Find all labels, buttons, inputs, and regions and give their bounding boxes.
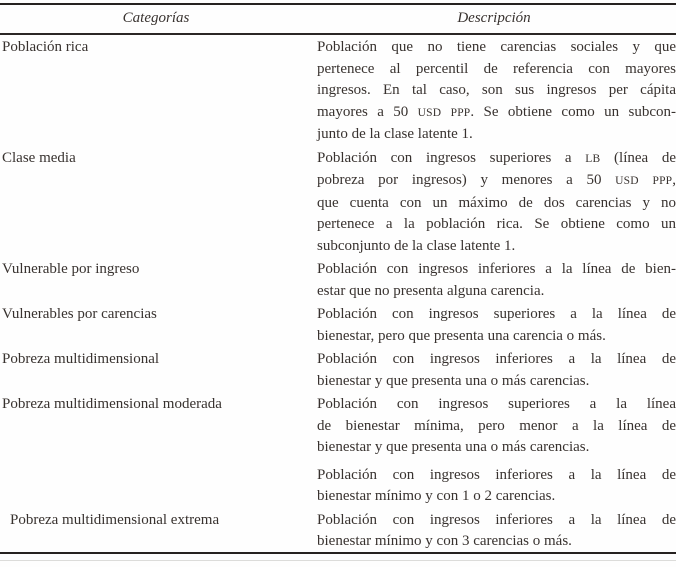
category-cell: Población rica	[2, 39, 89, 55]
table-bottom-rule	[0, 552, 676, 554]
table-top-rule	[0, 3, 676, 5]
description-line: Población con ingresos superiores a LB (línea de	[317, 149, 676, 166]
category-cell: Vulnerables por carencias	[2, 306, 157, 322]
description-line: bienestar y que presenta una o más carencias.	[317, 439, 590, 455]
description-line: mayores a 50 USD PPP. Se obtiene como un subcon-	[317, 103, 676, 120]
table-row	[0, 349, 676, 392]
table-row	[0, 259, 676, 302]
small-caps-acronym: USD	[615, 175, 639, 187]
description-line: Población con ingresos inferiores a la línea de	[317, 466, 676, 483]
table-row	[0, 510, 676, 553]
description-paragraph	[317, 148, 676, 258]
description-line: Población con ingresos superiores a la línea de	[317, 306, 676, 322]
small-caps-acronym: PPP	[652, 175, 673, 187]
description-paragraph	[317, 394, 676, 459]
description-cell	[317, 304, 676, 347]
description-line: que cuenta con un máximo de dos carencias y no	[317, 194, 676, 211]
description-cell	[317, 510, 676, 553]
table-header-rule	[0, 33, 676, 35]
table-row	[0, 304, 676, 347]
description-paragraph	[317, 259, 676, 302]
small-caps-acronym: PPP	[450, 106, 471, 119]
description-line: Población con ingresos superiores a la línea	[317, 396, 676, 412]
description-line: pertenece a la población rica. Se obtiene como un	[317, 216, 676, 232]
description-line: Población con ingresos inferiores a la línea de bien-	[317, 261, 676, 277]
description-line: ingresos. En tal caso, son sus ingresos per cápita	[317, 82, 676, 98]
description-line: Población con ingresos inferiores a la línea de	[317, 351, 676, 367]
description-paragraph	[317, 510, 676, 553]
category-cell: Vulnerable por ingreso	[2, 261, 140, 277]
category-cell: Pobreza multidimensional	[2, 351, 160, 367]
column-header-categorias: Categorías	[122, 10, 190, 26]
description-line: Población que no tiene carencias sociales y que	[317, 39, 676, 55]
description-line: bienestar, pero que presenta una carencia o más.	[317, 327, 606, 344]
small-caps-acronym: USD	[417, 106, 442, 119]
description-cell	[317, 394, 676, 508]
description-paragraph	[317, 304, 676, 347]
description-cell	[317, 259, 676, 302]
table-row	[0, 37, 676, 146]
table-body	[0, 37, 676, 553]
description-cell	[317, 148, 676, 258]
description-paragraph	[317, 37, 676, 146]
description-line: de bienestar mínima, pero menor a la línea de	[317, 417, 676, 434]
table-row	[0, 148, 676, 258]
description-line: bienestar mínimo y con 3 carencias o más.	[317, 533, 572, 549]
description-line: pobreza por ingresos) y menores a 50 USD PPP,	[317, 172, 676, 188]
table-row	[0, 394, 676, 508]
table-header-row	[0, 6, 676, 30]
description-line: bienestar mínimo y con 1 o 2 carencias.	[317, 488, 556, 504]
category-cell: Clase media	[2, 149, 76, 166]
description-paragraph	[317, 465, 676, 508]
description-line: bienestar y que presenta una o más carencias.	[317, 372, 590, 389]
column-header-descripcion: Descripción	[457, 10, 531, 26]
category-cell: Pobreza multidimensional moderada	[2, 396, 222, 412]
description-line: pertenece al percentil de referencia con mayores	[317, 60, 676, 77]
description-line: Población con ingresos inferiores a la línea de	[317, 511, 676, 528]
description-line: estar que no presenta alguna carencia.	[317, 282, 545, 299]
description-line: subconjunto de la clase latente 1.	[317, 237, 516, 254]
small-caps-acronym: LB	[585, 152, 601, 165]
table-bottom-faint-rule	[0, 560, 676, 561]
description-cell	[317, 37, 676, 146]
category-cell: Pobreza multidimensional extrema	[10, 511, 220, 528]
description-paragraph	[317, 349, 676, 392]
description-line: junto de la clase latente 1.	[317, 126, 473, 142]
description-cell	[317, 349, 676, 392]
